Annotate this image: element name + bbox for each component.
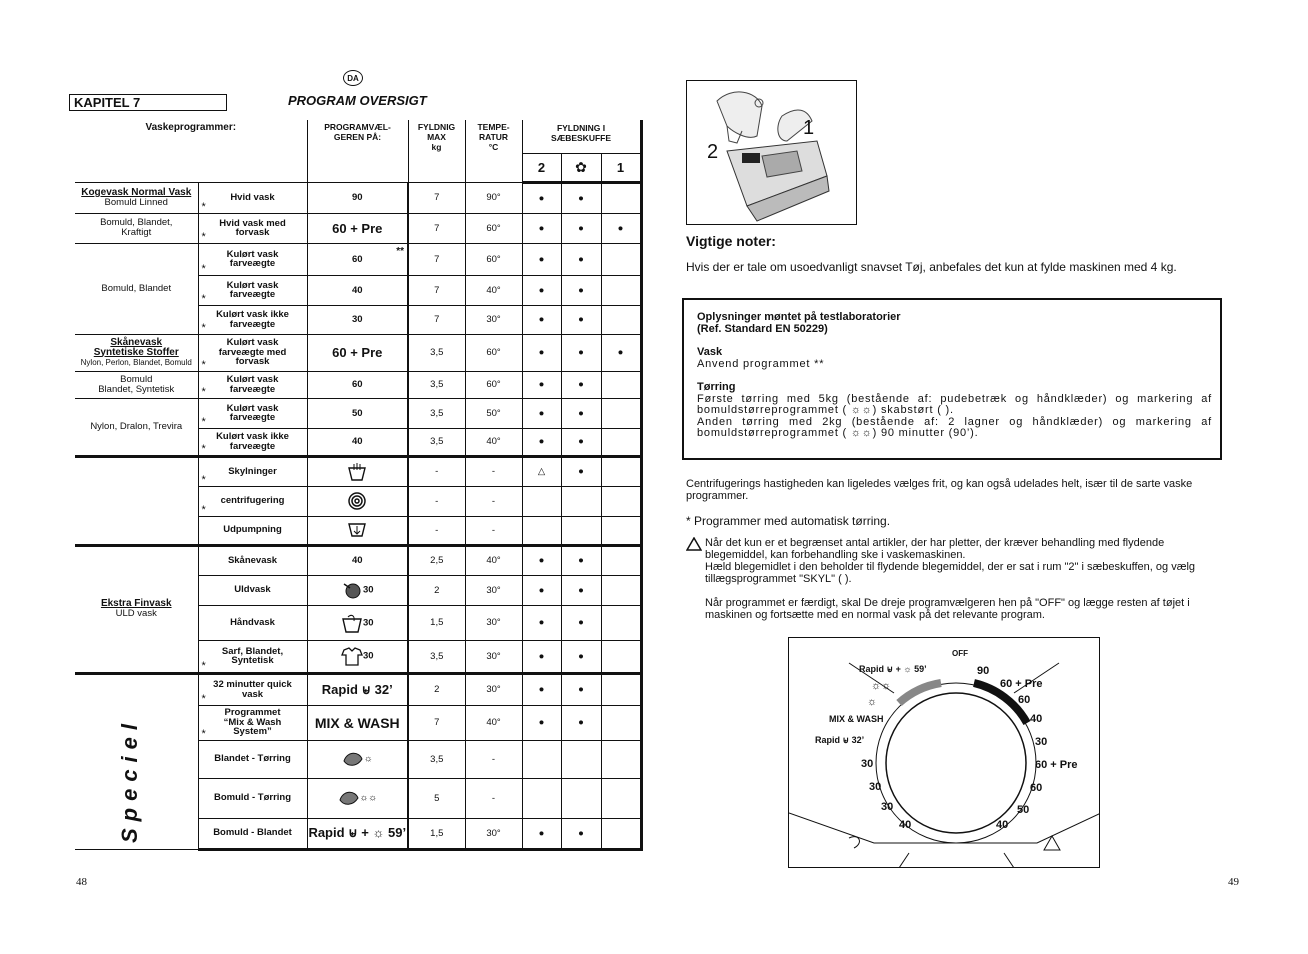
compartment-2-cell (522, 740, 561, 778)
compartment-1-cell (601, 398, 641, 428)
program-name: Hvid vask med forvask (219, 217, 286, 238)
compartment-2-cell: ● (522, 673, 561, 705)
auto-dry-star: * (201, 263, 206, 275)
synthetic-dry-icon (342, 749, 364, 769)
table-row (75, 243, 641, 275)
program-name-cell (198, 740, 307, 778)
selector-cell (307, 334, 408, 371)
program-name: Håndvask (230, 616, 275, 628)
dial-40: 40 (1030, 713, 1043, 725)
program-name: 32 minutter quick vask (213, 679, 292, 700)
load-cell: 7 (408, 705, 465, 740)
program-name: Hvid vask (230, 191, 275, 203)
load-cell: 3,5 (408, 371, 465, 398)
selector-cell (307, 486, 408, 516)
load-cell: 5 (408, 778, 465, 818)
compartment-2-cell: ● (522, 182, 561, 213)
program-name-cell (198, 398, 307, 428)
compartment-1-cell (601, 778, 641, 818)
bleach-note (686, 537, 1228, 621)
selector-cell (307, 673, 408, 705)
load-cell: 7 (408, 213, 465, 243)
dial-off: OFF (952, 649, 968, 658)
auto-dry-star: * (201, 293, 206, 305)
compartment-2-cell: ● (522, 575, 561, 605)
compartment-flower-cell (561, 740, 601, 778)
load-cell: 2,5 (408, 545, 465, 575)
temperature-cell: 60° (465, 334, 522, 371)
program-name: Bomuld - Blandet (213, 827, 292, 839)
program-name: Sarf, Blandet, Syntetisk (221, 645, 284, 666)
dial-mix-wash: MIX & WASH (829, 714, 884, 724)
category-text: Bomuld Linned (104, 196, 168, 208)
program-name-cell (198, 334, 307, 371)
table-row (75, 398, 641, 428)
selector-cell (307, 275, 408, 305)
temperature-cell: 30° (465, 673, 522, 705)
compartment-2-cell: ● (522, 334, 561, 371)
program-name-cell (198, 182, 307, 213)
temperature-cell: 30° (465, 305, 522, 334)
selector-cell (307, 456, 408, 486)
spin-icon (346, 491, 368, 511)
selector-cell (307, 605, 408, 640)
selector-value: 40 (351, 436, 363, 447)
selector-value: 60 (351, 253, 363, 265)
auto-dry-star: * (201, 504, 206, 516)
compartment-flower-cell: ● (561, 640, 601, 673)
temperature-cell: 60° (465, 213, 522, 243)
program-name: Kulørt vask farveægte (226, 279, 279, 300)
page-title: PROGRAM OVERSIGT (288, 93, 427, 108)
detergent-drawer-figure (686, 80, 857, 225)
temperature-cell: - (465, 778, 522, 818)
chapter-label: KAPITEL 7 (69, 94, 227, 111)
program-name-cell (198, 605, 307, 640)
temperature-cell: - (465, 740, 522, 778)
program-name: Kulørt vask farveægte med forvask (218, 337, 287, 368)
temperature-cell: 60° (465, 243, 522, 275)
dial-rapid-32: Rapid ⊌ 32’ (815, 735, 865, 745)
temperature-cell: - (465, 456, 522, 486)
auto-dry-star: * (201, 359, 206, 371)
table-row (75, 182, 641, 213)
page-number-left: 48 (76, 876, 87, 888)
category-text: ULD vask (115, 608, 157, 619)
dial-60: 60 (1018, 694, 1031, 706)
rinse-icon (346, 462, 368, 482)
selector-value: ☼☼ (359, 792, 377, 804)
compartment-1-cell (601, 516, 641, 545)
selector-cell (307, 778, 408, 818)
compartment-flower-cell: ● (561, 575, 601, 605)
compartment-2-cell (522, 516, 561, 545)
selector-value: 30 (362, 650, 374, 662)
load-cell: - (408, 456, 465, 486)
testbox-vask-title: Vask (697, 346, 723, 358)
dial-40-2: 40 (996, 819, 1009, 831)
temperature-cell: 30° (465, 605, 522, 640)
compartment-1-cell (601, 305, 641, 334)
off-note-text: Når programmet er færdigt, skal De dreje programvælgeren hen på "OFF" og lægge resten af tøjet i maskinen og fortsætte med en normal vask på det relevante program. (705, 597, 1190, 621)
program-name: Kulørt vask farveægte (226, 402, 279, 423)
page-number-right: 49 (1228, 876, 1239, 888)
program-name: Kulørt vask ikke farveægte (216, 309, 289, 330)
load-cell: 3,5 (408, 428, 465, 456)
compartment-flower-cell: ● (561, 545, 601, 575)
load-cell: 3,5 (408, 740, 465, 778)
compartment-1-cell (601, 545, 641, 575)
program-name-cell (198, 575, 307, 605)
selector-cell (307, 371, 408, 398)
table-row (75, 456, 641, 486)
program-name-cell (198, 275, 307, 305)
program-name: centrifugering (220, 495, 285, 507)
selector-cell (307, 305, 408, 334)
compartment-flower-cell: ● (561, 818, 601, 849)
load-cell: - (408, 516, 465, 545)
compartment-flower-cell: ● (561, 673, 601, 705)
category-cell (75, 398, 198, 456)
load-cell: - (408, 486, 465, 516)
table-row (75, 545, 641, 575)
dial-hand-30: 30 (869, 781, 882, 793)
compartment-flower-cell: ● (561, 334, 601, 371)
compartment-2-cell (522, 778, 561, 818)
program-name: Blandet - Tørring (214, 753, 291, 765)
category-text: Bomuld, Blandet (101, 282, 172, 294)
selector-value: Rapid ⊌ 32’ (321, 681, 393, 697)
program-name: Udpumpning (223, 524, 282, 536)
dial-90: 90 (977, 665, 990, 677)
selector-cell (307, 516, 408, 545)
load-cell: 3,5 (408, 640, 465, 673)
selector-cell (307, 213, 408, 243)
compartment-flower-cell: ● (561, 371, 601, 398)
compartment-2-cell: ● (522, 243, 561, 275)
load-cell: 7 (408, 305, 465, 334)
selector-cell (307, 182, 408, 213)
category-title: Kogevask Normal Vask (81, 186, 192, 198)
compartment-1-cell (601, 456, 641, 486)
program-name-cell (198, 243, 307, 275)
compartment-1-cell (601, 673, 641, 705)
col-selector: PROGRAMVÆL- GEREN PÅ: (307, 120, 408, 182)
selector-value: 40 (351, 284, 363, 296)
handwash-icon (341, 613, 363, 633)
col-compartment-flower: ✿ (561, 153, 601, 182)
auto-dry-star: * (201, 231, 206, 243)
compartment-1-cell (601, 371, 641, 398)
compartment-2-cell: ● (522, 640, 561, 673)
temperature-cell: 60° (465, 371, 522, 398)
compartment-flower-cell: ● (561, 428, 601, 456)
compartment-2-cell: △ (522, 456, 561, 486)
dial-60-pre-2: 60 + Pre (1035, 759, 1078, 771)
compartment-1-cell (601, 640, 641, 673)
selector-value: 60 (351, 379, 363, 390)
program-name: Uldvask (234, 584, 271, 596)
category-title: Skånevask Syntetiske Stoffer (93, 336, 179, 358)
dial-30: 30 (1035, 736, 1048, 748)
auto-dry-note: * Programmer med automatisk tørring. (686, 514, 891, 528)
compartment-1-cell (601, 705, 641, 740)
selector-cell (307, 398, 408, 428)
category-text: Nylon, Perlon, Blandet, Bomuld (80, 357, 192, 367)
compartment-2-cell: ● (522, 605, 561, 640)
temperature-cell: 30° (465, 818, 522, 849)
selector-value: ☼ (363, 753, 373, 765)
load-cell: 1,5 (408, 818, 465, 849)
temperature-cell: - (465, 486, 522, 516)
compartment-2-cell: ● (522, 545, 561, 575)
program-name: Skylninger (228, 465, 277, 477)
notes-paragraph: Hvis der er tale om usoedvanligt snavset Tøj, anbefales det kun at fylde maskinen med 4 kg. (686, 260, 1177, 274)
program-name-cell (198, 371, 307, 398)
selector-value: 30 (351, 314, 363, 325)
compartment-flower-cell: ● (561, 213, 601, 243)
compartment-1-cell: ● (601, 334, 641, 371)
temperature-cell: 30° (465, 575, 522, 605)
compartment-2-cell: ● (522, 305, 561, 334)
selector-value: 60 + Pre (332, 345, 383, 360)
testbox-torring-2: Anden tørring med 2kg (bestående af: 2 lagner og håndklæder) og markering af bomuldstørreprogrammet ( ☼☼) 90 minutter (90’). (697, 415, 1212, 439)
program-name: Kulørt vask farveægte (226, 248, 279, 269)
category-cell (75, 371, 198, 398)
program-name-cell (198, 673, 307, 705)
compartment-1-cell (601, 575, 641, 605)
temperature-cell: 40° (465, 275, 522, 305)
compartment-2-cell: ● (522, 818, 561, 849)
category-cell (75, 243, 198, 334)
shirt-icon (341, 646, 363, 666)
col-programs: Vaskeprogrammer: (75, 120, 307, 182)
program-name-cell (198, 545, 307, 575)
load-cell: 7 (408, 243, 465, 275)
temperature-cell: 40° (465, 545, 522, 575)
temperature-cell: 90° (465, 182, 522, 213)
testbox-torring-title: Tørring (697, 381, 736, 393)
auto-dry-star: * (201, 201, 206, 213)
selector-cell (307, 705, 408, 740)
compartment-1-cell (601, 243, 641, 275)
col-load: FYLDNIG MAX kg (408, 120, 465, 182)
compartment-1-cell (601, 275, 641, 305)
load-cell: 7 (408, 275, 465, 305)
dial-delicate-40: 40 (899, 819, 912, 831)
load-cell: 3,5 (408, 398, 465, 428)
compartment-flower-cell: ● (561, 182, 601, 213)
col-compartment-1: 1 (601, 153, 641, 182)
warning-triangle-icon (686, 537, 702, 551)
dial-60-2: 60 (1030, 782, 1043, 794)
testbox-vask-text: Anvend programmet ** (697, 357, 825, 370)
bleach-note-text: Når det kun er et begrænset antal artikler, der har pletter, der kræver behandling med flydende blegemiddel, kan forbehandling ske i vaskemaskinen. Hæld blegemidlet i den beholder til flydende blegemiddel, der er sat i rum "2" i sæbeskuffen, og vælg tillægsprogrammet "SKYL" ( ). (705, 537, 1196, 585)
dial-60-pre: 60 + Pre (1000, 678, 1043, 690)
program-dial-figure (788, 637, 1100, 868)
auto-dry-star: * (201, 322, 206, 334)
selector-cell (307, 243, 408, 275)
selector-value: 90 (351, 192, 363, 203)
notes-title: Vigtige noter: (686, 233, 776, 249)
figure-label-1: 1 (803, 117, 815, 139)
program-name-cell (198, 705, 307, 740)
auto-dry-star: * (201, 386, 206, 398)
compartment-flower-cell: ● (561, 398, 601, 428)
compartment-flower-cell (561, 778, 601, 818)
table-row (75, 334, 641, 371)
selector-value: 60 + Pre (332, 220, 383, 236)
program-name: Kulørt vask ikke farveægte (216, 431, 289, 452)
auto-dry-star: * (201, 693, 206, 705)
temperature-cell: 40° (465, 428, 522, 456)
compartment-1-cell (601, 740, 641, 778)
selector-cell (307, 818, 408, 849)
dial-shirt-30: 30 (861, 758, 874, 770)
program-name-cell (198, 305, 307, 334)
program-name: Skånevask (227, 554, 278, 566)
auto-dry-star: * (201, 474, 206, 486)
compartment-1-cell (601, 818, 641, 849)
program-name: Bomuld - Tørring (213, 792, 292, 804)
drain-icon (346, 520, 368, 540)
program-name-cell (198, 778, 307, 818)
compartment-2-cell: ● (522, 371, 561, 398)
selector-cell (307, 575, 408, 605)
auto-dry-star: * (201, 443, 206, 455)
temperature-cell: - (465, 516, 522, 545)
load-cell: 3,5 (408, 334, 465, 371)
temperature-cell: 30° (465, 640, 522, 673)
compartment-flower-cell: ● (561, 305, 601, 334)
category-cell (75, 334, 198, 371)
category-cell (75, 456, 198, 545)
auto-dry-star: * (201, 416, 206, 428)
selector-value: Rapid ⊌ + ☼ 59’ (308, 825, 407, 840)
category-text: Bomuld Blandet, Syntetisk (98, 373, 175, 395)
compartment-1-cell (601, 605, 641, 640)
compartment-1-cell: ● (601, 213, 641, 243)
compartment-flower-cell: ● (561, 243, 601, 275)
test-lab-box (682, 298, 1222, 460)
category-title: Ekstra Finvask (100, 598, 172, 609)
selector-value: MIX & WASH (314, 714, 400, 731)
compartment-flower-cell: ● (561, 705, 601, 740)
compartment-2-cell (522, 486, 561, 516)
temperature-cell: 50° (465, 398, 522, 428)
program-name: Programmet “Mix & Wash System” (223, 707, 282, 738)
compartment-2-cell: ● (522, 705, 561, 740)
figure-label-2: 2 (707, 141, 719, 163)
compartment-flower-cell (561, 516, 601, 545)
category-cell (75, 545, 198, 673)
category-text: Bomuld, Blandet, Kraftigt (100, 217, 173, 238)
program-name-cell (198, 486, 307, 516)
category-cell (75, 182, 198, 213)
selector-cell (307, 545, 408, 575)
table-row (75, 213, 641, 243)
col-detergent: FYLDNING I SÆBESKUFFE (522, 120, 641, 153)
dial-wool-30: 30 (881, 801, 894, 813)
selector-value: 30 (362, 584, 374, 596)
compartment-2-cell: ● (522, 398, 561, 428)
program-name-cell (198, 213, 307, 243)
double-star-mark: ** (396, 245, 405, 257)
compartment-1-cell (601, 486, 641, 516)
dial-cotton-dry: ☼☼ (871, 680, 892, 692)
wool-icon (341, 580, 363, 600)
selector-value: 40 (351, 555, 363, 566)
program-name-cell (198, 640, 307, 673)
auto-dry-star: * (201, 728, 206, 740)
dial-rapid-59: Rapid ⊌ + ☼ 59’ (859, 664, 927, 674)
program-name-cell (198, 516, 307, 545)
testbox-title: Oplysninger møntet på testlaboratorier (Ref. Standard EN 50229) (697, 311, 901, 335)
table-row (75, 371, 641, 398)
compartment-flower-cell: ● (561, 275, 601, 305)
load-cell: 2 (408, 673, 465, 705)
compartment-2-cell: ● (522, 275, 561, 305)
compartment-flower-cell (561, 486, 601, 516)
language-badge: DA (343, 70, 363, 86)
dial-50: 50 (1017, 804, 1030, 816)
selector-cell (307, 740, 408, 778)
program-name-cell (198, 456, 307, 486)
compartment-2-cell: ● (522, 213, 561, 243)
program-name: Kulørt vask farveægte (226, 374, 279, 395)
compartment-1-cell (601, 428, 641, 456)
speciel-label: Speciel (117, 716, 143, 844)
temperature-cell: 40° (465, 705, 522, 740)
auto-dry-star: * (201, 660, 206, 672)
col-compartment-2: 2 (522, 153, 561, 182)
selector-value: 50 (351, 407, 363, 419)
program-name-cell (198, 818, 307, 849)
compartment-2-cell: ● (522, 428, 561, 456)
compartment-flower-cell: ● (561, 456, 601, 486)
compartment-1-cell (601, 182, 641, 213)
category-text: Nylon, Dralon, Trevira (90, 420, 183, 432)
dial-synthetic-dry: ☼ (867, 696, 878, 708)
col-temp: TEMPE- RATUR °C (465, 120, 522, 182)
load-cell: 7 (408, 182, 465, 213)
category-cell (75, 213, 198, 243)
selector-value: 30 (362, 617, 374, 629)
testbox-torring-1: Første tørring med 5kg (bestående af: pudebetræk og håndklæder) og markering af bomuldstørreprogrammet ( ☼☼) skabstørt ( ). (697, 392, 1212, 416)
load-cell: 2 (408, 575, 465, 605)
selector-cell (307, 640, 408, 673)
cotton-dry-icon (338, 788, 360, 808)
compartment-flower-cell: ● (561, 605, 601, 640)
selector-cell (307, 428, 408, 456)
program-name-cell (198, 428, 307, 456)
spin-note: Centrifugerings hastigheden kan ligeledes vælges frit, og kan også udelades helt, især til de sarte vaske programmer. (686, 478, 1193, 502)
load-cell: 1,5 (408, 605, 465, 640)
